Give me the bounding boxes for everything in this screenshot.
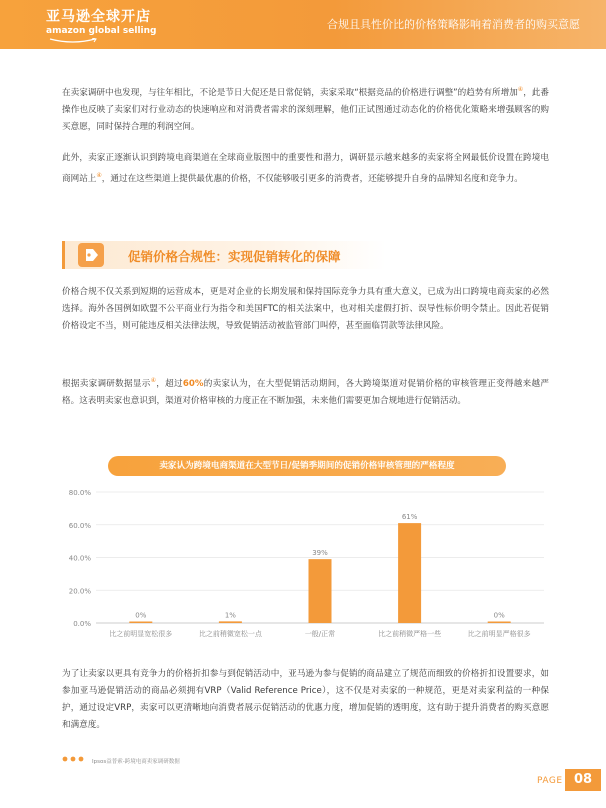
data-label: 1% <box>224 611 236 620</box>
data-label: 0% <box>135 611 147 620</box>
bar-chart <box>56 484 556 644</box>
brand-logo <box>46 9 157 37</box>
paragraph-2: 此外，卖家正逐渐认识到跨境电商渠道在全球商业版图中的重要性和潜力，调研显示越来越多的卖家将全网最低价设置在跨境电商网站上④，通过在这些渠道上提供最优惠的价格，不仅能够吸引更多的消费者，还能够提升自身的品牌知名度和竞争力。 <box>62 153 549 184</box>
bar <box>219 621 242 623</box>
paragraph-5: 为了让卖家以更具有竞争力的价格折扣参与到促销活动中，亚马逊为参与促销的商品建立了规范而细致的价格折扣设置要求，如参加亚马逊促销活动的商品必须拥有VRP（Valid Reference Price），这不仅是对卖家的一种规范，更是对卖家利益的一种保护，通过设定VRP，卖家可以更清晰地向消费者展示促销活动的优惠力度，增加促销的透明度，这有助于提升消费者的购买意愿和满意度。 <box>62 669 549 730</box>
brand-name-en: amazon global selling <box>46 26 157 36</box>
price-tag-icon <box>78 243 104 267</box>
amazon-smile-icon <box>48 38 98 44</box>
y-tick-label: 60.0% <box>68 521 91 530</box>
page-label: PAGE <box>537 776 563 786</box>
bar <box>398 523 421 623</box>
y-tick-label: 80.0% <box>68 489 91 497</box>
paragraph-4: 根据卖家调研数据显示④，超过60%的卖家认为，在大型促销活动期间，各大跨境渠道对促销价格的审核管理正变得越来越严格。这表明卖家也意识到，渠道对价格审核的力度正在不断加强，未来他们需要更加合规地进行促销活动。 <box>62 377 549 406</box>
footnote-marker: ④ <box>517 86 524 93</box>
header-title: 合规且具性价比的价格策略影响着消费者的购买意愿 <box>327 18 580 31</box>
bar <box>309 559 332 623</box>
chart-title: 卖家认为跨境电商渠道在大型节日/促销季期间的促销价格审核管理的严格程度 <box>159 461 455 471</box>
x-tick-label: 比之前明显宽松很多 <box>109 630 173 638</box>
y-tick-label: 20.0% <box>68 587 91 596</box>
bar <box>488 622 511 624</box>
x-tick-label: 一般/正常 <box>304 630 336 638</box>
dots-decoration <box>62 755 96 763</box>
bar <box>129 622 152 624</box>
highlight-percent: 60% <box>182 378 204 389</box>
footnote-marker: ④ <box>150 377 157 384</box>
paragraph-3: 价格合规不仅关系到短期的运营成本，更是对企业的长期发展和保持国际竞争力具有重大意义，已成为出口跨境电商卖家的必然选择。海外各国例如欧盟不公平商业行为指令和美国FTC的相关法案中，也对相关虚假打折、误导性标价明令禁止。因此若促销价格设定不当，则可能违反相关法律法规，导致促销活动被监管部门叫停，甚至面临罚款等法律风险。 <box>62 287 549 331</box>
y-tick-label: 40.0% <box>68 554 91 563</box>
data-label: 0% <box>493 611 505 620</box>
data-label: 39% <box>312 549 328 558</box>
brand-name-cn: 亚马逊全球开店 <box>46 9 151 25</box>
x-tick-label: 比之前明显严格很多 <box>467 630 531 638</box>
page-header <box>0 0 606 49</box>
x-tick-label: 比之前稍微严格一些 <box>378 630 442 638</box>
y-tick-label: 0.0% <box>73 620 91 628</box>
section-title: 促销价格合规性：实现促销转化的保障 <box>128 249 341 264</box>
paragraph-1: 在卖家调研中也发现，与往年相比，不论是节日大促还是日常促销，卖家采取“根据竞品的价格进行调整”的趋势有所增加④，此番操作也反映了卖家们对行业动态的快速响应和对消费者需求的深刻理解，他们正试图通过动态化的价格优化策略来增强顾客的购买意愿，同时保持合理的利润空间。 <box>62 86 549 132</box>
data-source: Ipsos益普索-跨境电商卖家调研数据 <box>92 759 180 765</box>
page-number: 08 <box>565 769 601 791</box>
x-tick-label: 比之前稍微宽松一点 <box>198 630 262 638</box>
footnote-marker: ④ <box>96 172 102 179</box>
data-label: 61% <box>401 513 418 522</box>
